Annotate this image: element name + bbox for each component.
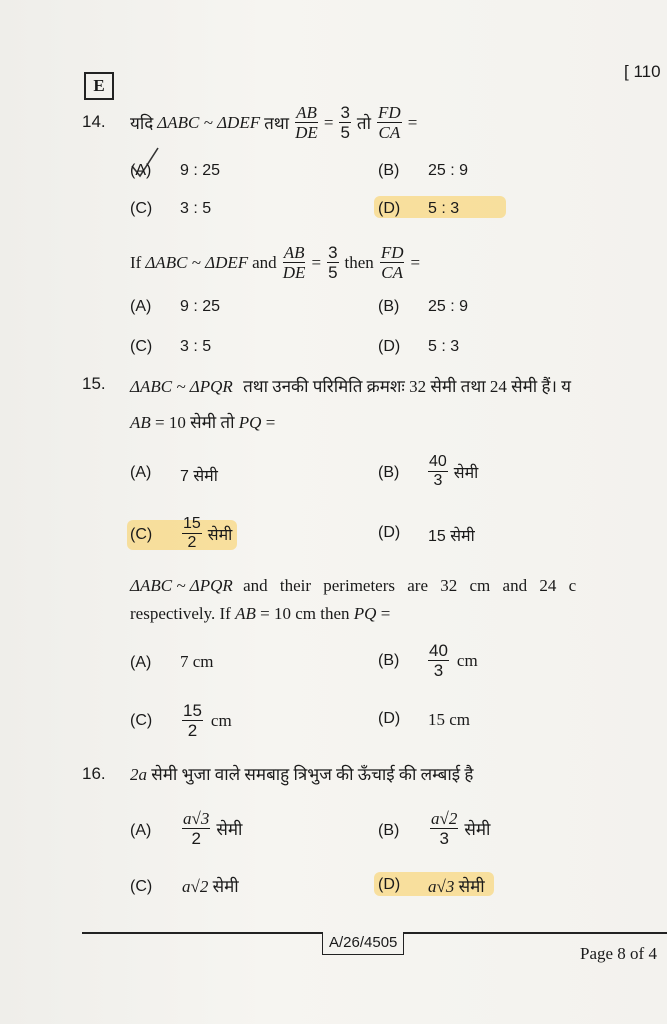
question-number: 14. [82, 112, 106, 131]
fraction-denominator: 2 [191, 829, 201, 848]
q15-hi-option-c-value [180, 516, 232, 551]
fraction-numerator: 3 [328, 243, 338, 262]
q14-hi-option-d-value: 5 : 3 [428, 200, 460, 217]
equals: = [380, 604, 391, 623]
fraction-denominator: CA [381, 263, 404, 282]
unit: cm [456, 650, 478, 670]
q14-to: तो [356, 114, 372, 133]
q15-en-pre: respectively. If [130, 604, 231, 623]
q14-en-option-a-label: (A) [130, 298, 152, 315]
fraction-numerator: 40 [429, 641, 448, 660]
equals: = [410, 252, 421, 272]
unit: सेमी [464, 820, 491, 839]
section-label: E [93, 76, 105, 95]
fraction-40-3 [428, 642, 449, 679]
q15-hi-option-d-value: 15 सेमी [428, 528, 475, 545]
q15-relation-en: ΔABC ~ ΔPQR [130, 576, 233, 595]
fraction-fd-ca [380, 244, 405, 281]
fraction-denominator: 2 [187, 534, 197, 551]
q14-en-option-b-value: 25 : 9 [428, 298, 469, 315]
fraction-numerator: AB [296, 103, 317, 122]
q16-option-a-value [180, 810, 242, 847]
unit: सेमी [216, 820, 243, 839]
q14-en-option-c-value: 3 : 5 [180, 338, 212, 355]
q16-option-b-label: (B) [378, 822, 400, 839]
fraction-denominator: 3 [439, 829, 449, 848]
q15-hi-option-b-value [426, 454, 478, 489]
fraction-denominator: 2 [187, 721, 198, 740]
question-number: 16. [82, 764, 106, 783]
fraction-numerator: FD [380, 243, 404, 262]
q15-en-option-b-value [426, 642, 478, 679]
fraction-denominator: 5 [328, 263, 338, 282]
fraction-denominator: CA [378, 123, 401, 142]
q14-hi-option-c-label: (C) [130, 200, 153, 217]
page-number: Page 8 of 4 [580, 944, 657, 963]
unit: सेमी [458, 877, 485, 896]
fraction-ab-de [295, 104, 318, 141]
q15-en-mid: = 10 cm then [260, 604, 350, 623]
q14-english-stem [130, 244, 420, 281]
q15-en-option-a-label: (A) [130, 654, 152, 671]
fraction-a-root3-over-2 [182, 810, 210, 847]
fraction-denominator: 3 [433, 661, 444, 680]
q16-d-expr: a√3 [428, 877, 455, 896]
q14-hi-option-b-value: 25 : 9 [428, 162, 469, 179]
q16-option-b-value [428, 810, 490, 847]
fraction-15-2 [182, 516, 202, 551]
q15-en-option-d-label: (D) [378, 710, 401, 727]
question-number: 15. [82, 374, 106, 393]
equals: = [407, 112, 418, 132]
q15-hi-option-d-label: (D) [378, 524, 401, 541]
fraction-numerator: 15 [183, 515, 201, 532]
q16-stem-text: सेमी भुजा वाले समबाहु त्रिभुज की ऊँचाई की लम्बाई है [151, 765, 474, 784]
page-reference: [ 110 [624, 62, 661, 81]
fraction-numerator: a√2 [431, 809, 458, 828]
fraction-denominator: DE [282, 263, 306, 282]
q14-if: If [130, 252, 142, 272]
q15-hi-option-a-value: 7 सेमी [180, 468, 218, 485]
q14-yadi: यदि [130, 114, 154, 133]
q14-en-option-d-value: 5 : 3 [428, 338, 460, 355]
unit: सेमी [453, 464, 479, 482]
fraction-3-5 [327, 244, 338, 281]
unit: सेमी [207, 526, 233, 544]
fraction-numerator: FD [378, 103, 401, 122]
fraction-15-2 [182, 702, 203, 739]
q15-en-option-d-value: 15 cm [428, 710, 471, 729]
q16-side: 2a [130, 765, 147, 784]
q15-hi-option-b-label: (B) [378, 464, 400, 481]
q15-english-line2 [130, 604, 390, 624]
q15-en-option-b-label: (B) [378, 652, 400, 669]
fraction-numerator: AB [283, 243, 305, 262]
fraction-numerator: 3 [340, 103, 350, 122]
q16-option-d-label: (D) [378, 876, 401, 893]
q14-hindi-stem [130, 104, 417, 141]
equals: = [311, 252, 322, 272]
q14-hi-option-a-value: 9 : 25 [180, 162, 221, 179]
fraction-40-3 [428, 454, 448, 489]
q15-en-option-a-value: 7 cm [180, 652, 214, 671]
q14-hi-option-b-label: (B) [378, 162, 400, 179]
fraction-numerator: a√3 [183, 809, 210, 828]
q15-relation: ΔABC ~ ΔPQR [130, 377, 233, 396]
fraction-a-root2-over-3 [430, 810, 458, 847]
equals: = [265, 413, 276, 432]
fraction-denominator: 5 [340, 123, 350, 142]
q15-hindi-line1 [130, 374, 571, 397]
q16-option-a-label: (A) [130, 822, 152, 839]
q14-en-option-c-label: (C) [130, 338, 153, 355]
q16-option-d-value [428, 874, 485, 897]
unit: cm [210, 710, 232, 730]
q14-en-option-d-label: (D) [378, 338, 401, 355]
q15-pq-en: PQ [353, 604, 377, 623]
fraction-numerator: 15 [183, 701, 202, 720]
q15-english-rest: and their perimeters are 32 cm and 24 c [243, 576, 577, 595]
equals: = [323, 112, 334, 132]
q14-and: and [252, 252, 277, 272]
q14-relation-en: ΔABC ~ ΔDEF [145, 252, 249, 272]
section-box [84, 72, 114, 100]
fraction-fd-ca [377, 104, 402, 141]
fraction-denominator: 3 [433, 472, 443, 489]
q15-pq: PQ [238, 413, 262, 432]
paper-code: A/26/4505 [322, 932, 404, 955]
q16-stem [130, 762, 473, 785]
q15-ab-en: AB [235, 604, 256, 623]
unit: सेमी [212, 877, 239, 896]
q14-hi-option-d-label: (D) [378, 200, 401, 217]
q14-hi-option-c-value: 3 : 5 [180, 200, 212, 217]
q15-ab: AB [130, 413, 151, 432]
q16-option-c-value [182, 874, 239, 897]
q14-en-option-b-label: (B) [378, 298, 400, 315]
q15-hi-option-a-label: (A) [130, 464, 152, 481]
fraction-denominator: DE [295, 123, 318, 142]
q16-option-c-label: (C) [130, 878, 153, 895]
q16-c-expr: a√2 [182, 877, 209, 896]
fraction-ab-de [283, 244, 306, 281]
q15-en-option-c-label: (C) [130, 712, 153, 729]
fraction-3-5 [339, 104, 350, 141]
q14-tatha: तथा [264, 114, 290, 133]
q15-english-line1 [130, 576, 576, 596]
q15-hi-option-c-label: (C) [130, 526, 153, 543]
q15-hindi-line2 [130, 410, 275, 433]
q15-en-option-c-value [180, 702, 232, 739]
q14-hi-option-a-label: (A) [130, 162, 152, 179]
q14-relation: ΔABC ~ ΔDEF [157, 112, 261, 132]
q15-hindi-mid: = 10 सेमी तो [155, 413, 235, 432]
fraction-numerator: 40 [429, 453, 447, 470]
q14-then: then [344, 252, 374, 272]
q14-en-option-a-value: 9 : 25 [180, 298, 221, 315]
q15-hindi-rest: तथा उनकी परिमिति क्रमशः 32 सेमी तथा 24 सेमी हैं। य [243, 377, 572, 396]
